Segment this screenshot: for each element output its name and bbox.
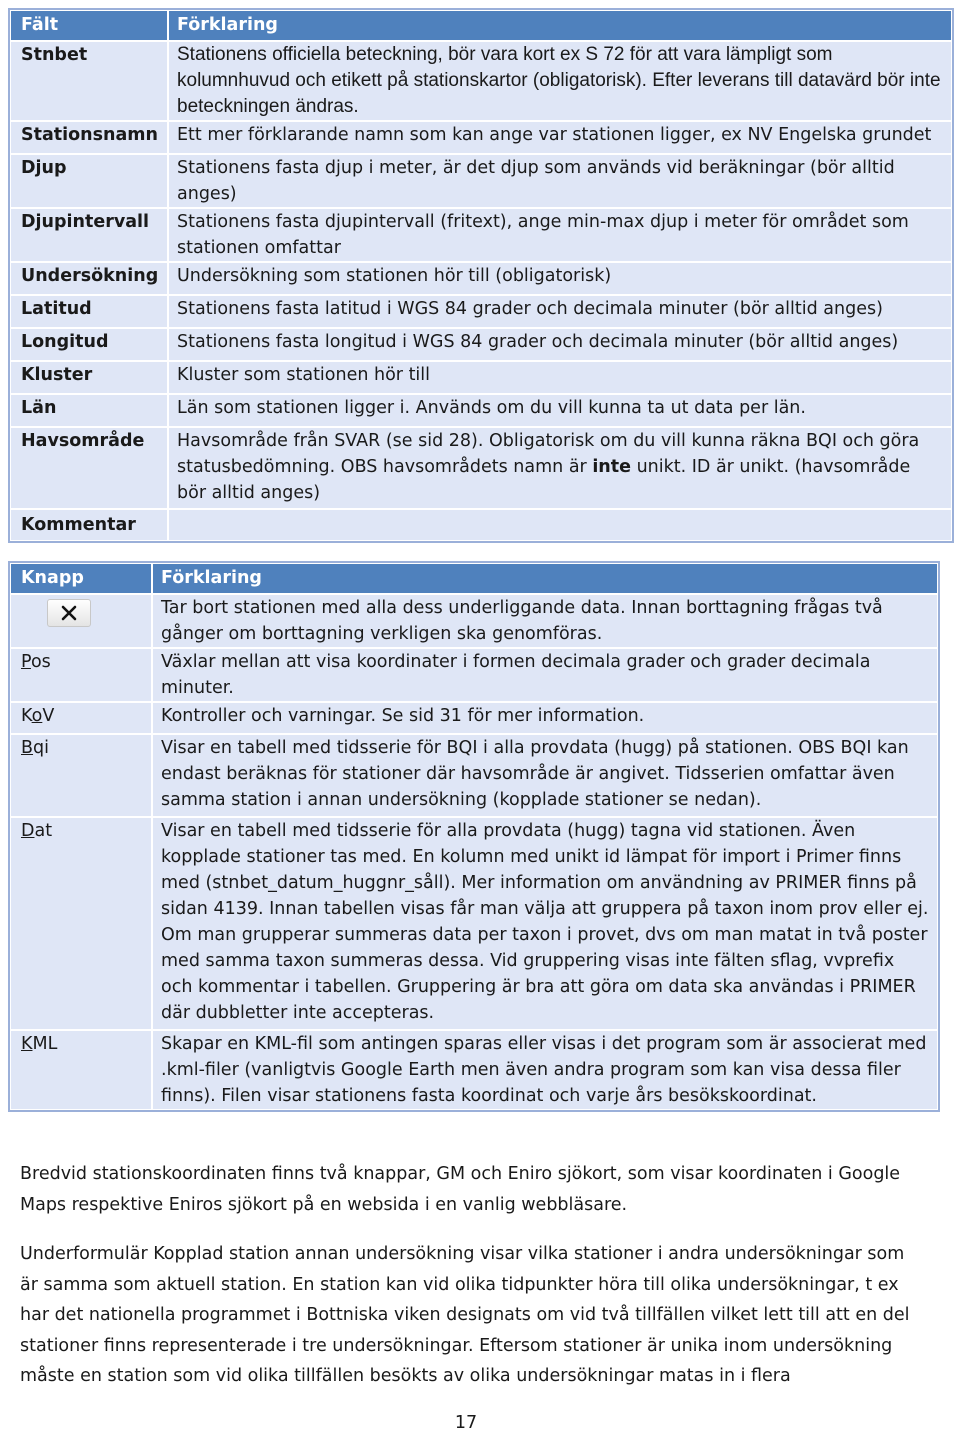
field-desc: Stationens fasta longitud i WGS 84 grader och decimala minuter (bör alltid anges)	[168, 328, 952, 361]
table-row	[10, 361, 952, 394]
header-falt: Fält	[10, 10, 168, 41]
button-desc: Visar en tabell med tidsserie för BQI i alla provdata (hugg) på stationen. OBS BQI kan endast beräknas för stationer där havsområde är angivet. Tidsserien omfattar även samma station i annan undersökning (kopplade stationer se nedan).	[152, 734, 938, 817]
field-desc	[168, 427, 952, 509]
delete-button[interactable]	[47, 599, 91, 627]
table-row	[10, 394, 952, 427]
table-row	[10, 702, 938, 734]
header-knapp: Knapp	[10, 563, 152, 594]
table-row	[10, 817, 938, 1030]
button-name[interactable]	[10, 648, 152, 702]
field-table	[8, 8, 954, 543]
field-name: Longitud	[10, 328, 168, 361]
button-desc: Kontroller och varningar. Se sid 31 för mer information.	[152, 702, 938, 734]
field-desc: Undersökning som stationen hör till (obligatorisk)	[168, 262, 952, 295]
button-desc: Visar en tabell med tidsserie för alla provdata (hugg) tagna vid stationen. Även kopplade stationer tas med. En kolumn med unikt id lämpat för import i Primer finns med (stnbet_datum_huggnr_såll). Mer information om användning av PRIMER finns på sidan 4139. Innan tabellen visas får man välja att gruppera på taxon inom prov eller ej. Om man grupperar summeras data per taxon i provet, dvs om man matat in två poster med samma taxon summeras dessa. Vid gruppering visas inte fälten sflag, vvprefix och kommentar i tabellen. Gruppering är bra att göra om data ska användas i PRIMER där dubbletter inte accepteras.	[152, 817, 938, 1030]
table-row	[10, 208, 952, 262]
field-name: Stationsnamn	[10, 121, 168, 154]
field-desc: Stationens officiella beteckning, bör vara kort ex S 72 för att vara lämpligt som kolumnhuvud och etikett på stationskartor (obligatorisk). Efter leverans till datavärd bör inte beteckningen ändras.	[168, 41, 952, 121]
button-table-header	[10, 563, 938, 594]
field-name: Län	[10, 394, 168, 427]
header-forklaring: Förklaring	[168, 10, 952, 41]
field-name: Stnbet	[10, 41, 168, 121]
field-name: Djup	[10, 154, 168, 208]
table-row	[10, 594, 938, 648]
button-name[interactable]	[10, 1030, 152, 1110]
button-cell	[10, 594, 152, 648]
button-hotkey: B	[21, 738, 34, 758]
button-hotkey: P	[21, 652, 31, 672]
paragraph-kopplad-station: Underformulär Kopplad station annan undersökning visar vilka stationer i andra undersökningar som är samma som aktuell station. En station kan vid olika tidpunkter höra till olika undersökningar, t ex har det nationella programmet i Bottniska viken designats om vid två tillfällen vilket lett till att en del stationer finns representerade i tre undersökningar. Eftersom stationer är unika inom undersökning måste en station som vid olika tillfällen besökts av olika undersökningar matas in i flera	[20, 1244, 910, 1386]
desc-part: Havsområde från SVAR (se sid 28). Obligatorisk om du vill kunna räkna BQI och göra statusbedömning. OBS havsområdets namn är	[177, 431, 920, 477]
field-table-header	[10, 10, 952, 41]
button-desc: Skapar en KML-fil som antingen sparas eller visas i det program som är associerat med .kml-filer (vanligtvis Google Earth men även andra program som kan visa dessa filer finns). Filen visar stationens fasta koordinat och varje års besökskoordinat.	[152, 1030, 938, 1110]
field-desc	[168, 509, 952, 541]
field-name: Havsområde	[10, 427, 168, 509]
table-row	[10, 328, 952, 361]
field-name: Undersökning	[10, 262, 168, 295]
button-hotkey: o	[31, 706, 43, 726]
field-desc: Ett mer förklarande namn som kan ange var stationen ligger, ex NV Engelska grundet	[168, 121, 952, 154]
button-label: os	[30, 652, 51, 672]
field-desc: Stationens fasta djup i meter, är det djup som används vid beräkningar (bör alltid anges)	[168, 154, 952, 208]
button-label: V	[42, 706, 55, 726]
header-forklaring: Förklaring	[152, 563, 938, 594]
field-desc: Kluster som stationen hör till	[168, 361, 952, 394]
table-row	[10, 427, 952, 509]
button-label: qi	[33, 738, 49, 758]
delete-x-icon	[60, 604, 78, 622]
field-desc: Län som stationen ligger i. Används om du vill kunna ta ut data per län.	[168, 394, 952, 427]
field-name: Kluster	[10, 361, 168, 394]
desc-part: unikt. ID är unikt. (havsområde bör alltid anges)	[177, 457, 911, 503]
table-row	[10, 154, 952, 208]
button-name[interactable]	[10, 817, 152, 1030]
button-hotkey: K	[21, 1034, 33, 1054]
button-table	[8, 561, 940, 1112]
button-desc: Växlar mellan att visa koordinater i formen decimala grader och grader decimala minuter.	[152, 648, 938, 702]
table-row	[10, 648, 938, 702]
button-desc: Tar bort stationen med alla dess underliggande data. Innan borttagning frågas två gånger om borttagning verkligen ska genomföras.	[152, 594, 938, 648]
table-row	[10, 734, 938, 817]
table-row	[10, 1030, 938, 1110]
page-number: 17	[454, 1413, 478, 1433]
button-hotkey: D	[21, 821, 35, 841]
table-row	[10, 262, 952, 295]
button-label: ML	[32, 1034, 58, 1054]
field-name: Kommentar	[10, 509, 168, 541]
button-label: K	[21, 706, 32, 726]
field-name: Djupintervall	[10, 208, 168, 262]
field-desc: Stationens fasta latitud i WGS 84 grader och decimala minuter (bör alltid anges)	[168, 295, 952, 328]
button-name[interactable]	[10, 702, 152, 734]
table-row	[10, 509, 952, 541]
field-desc: Stationens fasta djupintervall (fritext), ange min-max djup i meter för området som stationen omfattar	[168, 208, 952, 262]
desc-bold: inte	[592, 457, 632, 477]
table-row	[10, 121, 952, 154]
paragraph-gm-eniro: Bredvid stationskoordinaten finns två knappar, GM och Eniro sjökort, som visar koordinaten i Google Maps respektive Eniros sjökort på en websida i en vanlig webbläsare.	[20, 1164, 901, 1215]
button-label: at	[34, 821, 53, 841]
button-name[interactable]	[10, 734, 152, 817]
field-name: Latitud	[10, 295, 168, 328]
table-row	[10, 41, 952, 121]
table-row	[10, 295, 952, 328]
